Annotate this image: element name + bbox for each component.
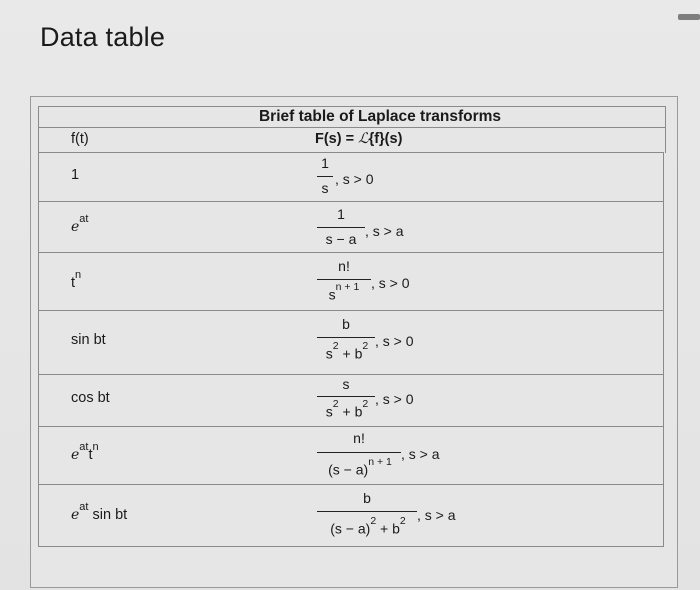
page-title: Data table	[40, 22, 166, 52]
table-row	[38, 152, 664, 202]
numerator: n!	[353, 430, 365, 446]
column-header-Fs: F(s) = ℒ{f}(s)	[315, 131, 403, 147]
denominator: $s^2 + b^2$	[325, 340, 369, 362]
fraction-bar	[317, 227, 365, 228]
table-header	[38, 106, 666, 153]
numerator: s	[342, 376, 350, 392]
table-row	[38, 426, 664, 485]
table-row	[38, 484, 664, 547]
table-row	[38, 310, 664, 375]
denominator: $s^2 + b^2$	[325, 398, 369, 420]
condition: , s > 0	[375, 333, 414, 349]
ft-cell: $e^{at}t^n$	[71, 441, 99, 463]
ft-cell: 1	[71, 167, 80, 183]
numerator: b	[363, 490, 371, 506]
minimize-handle[interactable]	[678, 14, 700, 20]
denominator: $(s - a)^2 + b^2$	[330, 515, 406, 537]
column-header-ft: f(t)	[71, 131, 89, 147]
fraction-bar	[317, 279, 371, 280]
condition: , s > a	[401, 446, 440, 462]
numerator: 1	[337, 206, 345, 222]
ft-cell: $e^{at}$	[71, 213, 89, 235]
ft-cell: $e^{at}$ sin bt	[71, 501, 128, 523]
table-row	[38, 374, 664, 427]
fraction-bar	[317, 396, 375, 397]
condition: , s > 0	[375, 391, 414, 407]
table-caption: Brief table of Laplace transforms	[258, 108, 502, 125]
condition: , s > 0	[371, 275, 410, 291]
condition: , s > a	[365, 223, 404, 239]
ft-cell: $t^n$	[71, 269, 82, 291]
numerator: 1	[321, 155, 329, 171]
table-row	[38, 200, 664, 253]
column-header-row	[39, 127, 665, 154]
denominator: $s^{n + 1}$	[328, 281, 360, 303]
numerator: b	[342, 316, 350, 332]
ft-cell: cos bt	[71, 390, 110, 406]
ft-cell: sin bt	[71, 332, 106, 348]
table-row	[38, 252, 664, 311]
fraction-bar	[317, 337, 375, 338]
condition: , s > a	[417, 507, 456, 523]
fraction-bar	[317, 511, 417, 512]
numerator: n!	[338, 258, 350, 274]
condition: , s > 0	[335, 171, 374, 187]
fraction-bar	[317, 452, 401, 453]
denominator: s	[321, 180, 329, 196]
fraction-bar	[317, 176, 333, 177]
denominator: s − a	[325, 231, 357, 247]
denominator: $(s - a)^{n + 1}$	[328, 456, 392, 478]
